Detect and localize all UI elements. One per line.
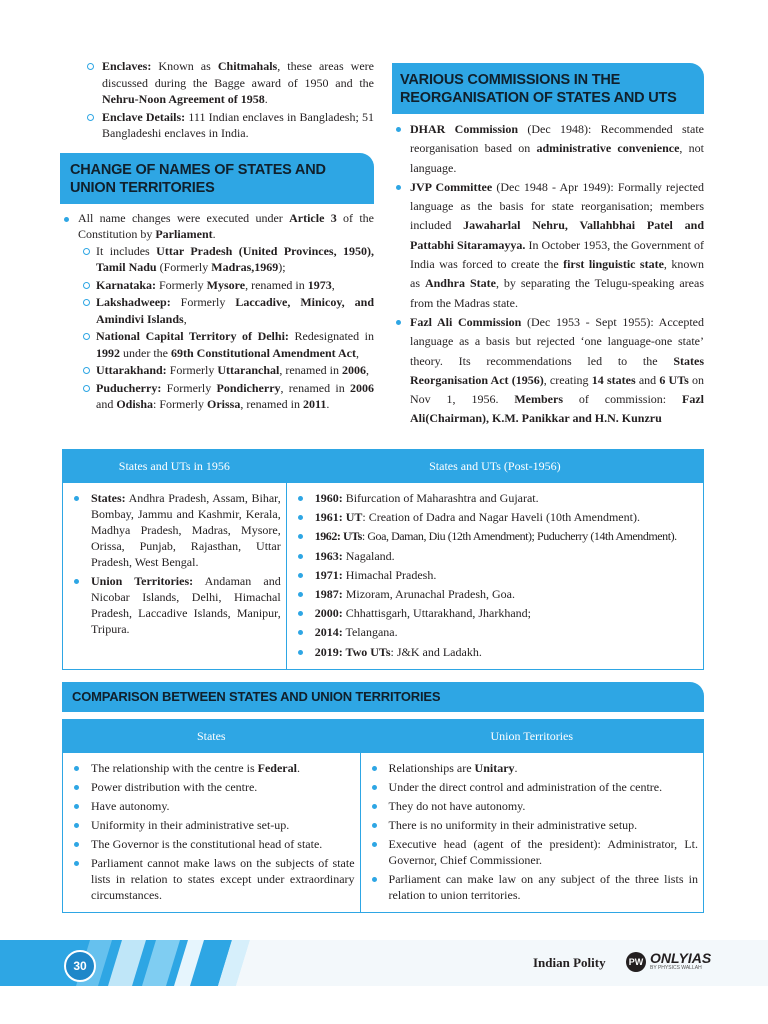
section-heading-commissions: VARIOUS COMMISSIONS IN THE REORGANISATION OF STATES AND UTS [392, 63, 704, 114]
list-item: The relationship with the centre is Federal. [71, 760, 355, 776]
states-features-list [71, 760, 355, 903]
list-item: 1961: UT: Creation of Dadra and Nagar Haveli (10th Amendment). [295, 509, 698, 525]
page-number-badge [64, 950, 96, 982]
enclave-list [60, 58, 374, 142]
name-change-list [60, 210, 374, 413]
table-header-row [63, 450, 704, 483]
table-cell [63, 483, 287, 670]
list-item: 1987: Mizoram, Arunachal Pradesh, Goa. [295, 586, 698, 602]
name-change-sublist [78, 243, 374, 413]
list-item: Parliament cannot make laws on the subjects of state lists in relation to states except under extraordinary circumstances. [71, 855, 355, 903]
list-item: JVP Committee (Dec 1948 - Apr 1949): Formally rejected language as the basis for state reorganisation; members included Jawaharlal Nehru, Vallahbhai Patel and Pattabhi Sitaramayya. In October 1953, the Government of India was forced to create the first linguistic state, known as Andhra State, by separating the Telugu-speaking areas from the Madras state. [392, 178, 704, 313]
table-cell [63, 753, 361, 913]
list-item: Uniformity in their administrative set-up. [71, 817, 355, 833]
table-row [63, 483, 704, 670]
list-item: There is no uniformity in their administrative setup. [369, 817, 698, 833]
brand-logo-icon: PW [626, 952, 646, 972]
list-item: It includes Uttar Pradesh (United Provinces, 1950), Tamil Nadu (Formerly Madras,1969); [78, 243, 374, 276]
list-item: States: Andhra Pradesh, Assam, Bihar, Bombay, Jammu and Kashmir, Kerala, Madhya Pradesh, Madras, Mysore, Orissa, Punjab, Rajasthan, Uttar Pradesh, West Bengal. [71, 490, 281, 570]
table-cell [360, 753, 703, 913]
right-column [392, 63, 704, 429]
table-header: Union Territories [360, 720, 703, 753]
brand-logo [650, 951, 711, 972]
list-item: Union Territories: Andaman and Nicobar Islands, Delhi, Himachal Pradesh, Laccadive Islands, Manipur, Tripura. [71, 573, 281, 637]
list-item: Power distribution with the centre. [71, 779, 355, 795]
list-item: Lakshadweep: Formerly Laccadive, Minicoy, and Amindivi Islands, [78, 294, 374, 327]
book-title: Indian Polity [533, 955, 606, 970]
table-header-row [63, 720, 704, 753]
list-item: They do not have autonomy. [369, 798, 698, 814]
list-item: Enclaves: Known as Chitmahals, these areas were discussed during the Bagge award of 1950 and the Nehru-Noon Agreement of 1958. [60, 58, 374, 108]
commission-list [392, 120, 704, 429]
table-header: States and UTs in 1956 [63, 450, 287, 483]
list-item: Enclave Details: 111 Indian enclaves in Bangladesh; 51 Bangladeshi enclaves in India. [60, 109, 374, 142]
list-item: Executive head (agent of the president): Administrator, Lt. Governor, Chief Commissioner. [369, 836, 698, 868]
list-item: The Governor is the constitutional head of state. [71, 836, 355, 852]
left-column [60, 58, 374, 414]
list-item: 2014: Telangana. [295, 624, 698, 640]
brand-logo-subtext: BY PHYSICS WALLAH [650, 965, 702, 971]
list-item: National Capital Territory of Delhi: Redesignated in 1992 under the 69th Constitutional Amendment Act, [78, 328, 374, 361]
list-item: DHAR Commission (Dec 1948): Recommended state reorganisation based on administrative convenience, not language. [392, 120, 704, 178]
list-item: 1960: Bifurcation of Maharashtra and Gujarat. [295, 490, 698, 506]
table-header: States [63, 720, 361, 753]
table-header: States and UTs (Post-1956) [286, 450, 703, 483]
post-1956-list [295, 490, 698, 660]
list-item: Relationships are Unitary. [369, 760, 698, 776]
list-item: 1971: Himachal Pradesh. [295, 567, 698, 583]
list-item: Have autonomy. [71, 798, 355, 814]
page-footer [0, 940, 768, 986]
list-item: Uttarakhand: Formerly Uttaranchal, renamed in 2006, [78, 362, 374, 379]
list-item: 2000: Chhattisgarh, Uttarakhand, Jharkhand; [295, 605, 698, 621]
uts-features-list [369, 760, 698, 903]
list-item: Karnataka: Formerly Mysore, renamed in 1973, [78, 277, 374, 294]
table-row [63, 753, 704, 913]
list-item: 1962: UTs: Goa, Daman, Diu (12th Amendment); Puducherry (14th Amendment). [295, 528, 698, 544]
list-item: Parliament can make law on any subject of the three lists in relation to union territories. [369, 871, 698, 903]
list-item: All name changes were executed under Article 3 of the Constitution by Parliament. It includes Uttar Pradesh (United Provinces, 1950), Tamil Nadu (Formerly Madras,1969); Karnataka: Formerly Mysore, renamed in 1973, Lakshadweep: Formerly Laccadive, Minicoy, and Amindivi Islands, National Capital Territory of Delhi: Redesignated in 1992 under the 69th Constitutional Amendment Act, Uttarakhand: Formerly Uttaranchal, renamed in 2006, Puducherry: Formerly Pondicherry, renamed in 2006 and Odisha: Formerly Orissa, renamed in 2011. [60, 210, 374, 413]
page-number: 30 [73, 959, 87, 973]
states-1956-list [71, 490, 281, 637]
list-item: Puducherry: Formerly Pondicherry, renamed in 2006 and Odisha: Formerly Orissa, renamed in 2011. [78, 380, 374, 413]
list-item: 1963: Nagaland. [295, 548, 698, 564]
list-item: Under the direct control and administration of the centre. [369, 779, 698, 795]
list-item: Fazl Ali Commission (Dec 1953 - Sept 1955): Accepted language as a basis but rejected ‘one language-one state’ theory. Its recommendations led to the States Reorganisation Act (1956), creating 14 states and 6 UTs on Nov 1, 1956. Members of commission: Fazl Ali(Chairman), K.M. Panikkar and H.N. Kunzru [392, 313, 704, 429]
section-heading-name-changes: CHANGE OF NAMES OF STATES AND UNION TERRITORIES [60, 153, 374, 204]
section-heading-comparison: COMPARISON BETWEEN STATES AND UNION TERRITORIES [62, 682, 704, 712]
comparison-table [62, 719, 704, 913]
states-uts-table [62, 449, 704, 670]
table-cell [286, 483, 703, 670]
list-item: 2019: Two UTs: J&K and Ladakh. [295, 644, 698, 660]
brand-logo-text: ONLYIAS [650, 950, 712, 966]
